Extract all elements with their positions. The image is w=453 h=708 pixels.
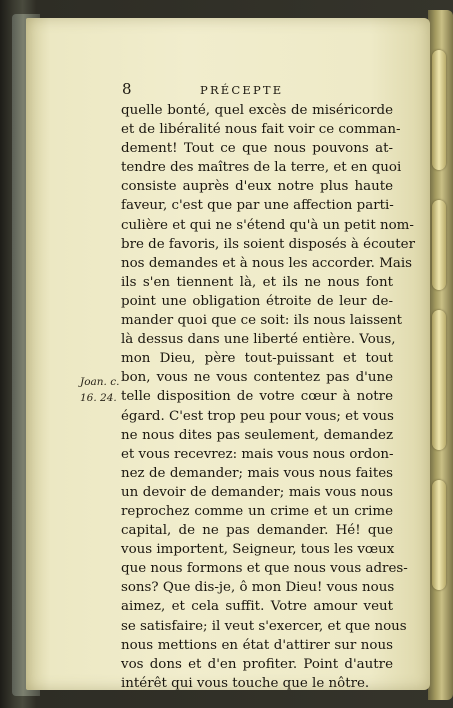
text-line: égard. C'est trop peu pour vous; et vous <box>121 408 394 424</box>
text-line: telle disposition de votre cœur à notre <box>121 389 393 405</box>
body-text <box>121 101 415 693</box>
page-number: 8 <box>122 80 132 98</box>
margin-note <box>80 374 119 406</box>
text-line: ne nous dites pas seulement, demandez <box>121 427 393 443</box>
running-title: PRÉCEPTE <box>200 83 284 97</box>
text-line: là dessus dans une liberté entière. Vous, <box>121 332 396 348</box>
margin-note-line: Joan. c. <box>80 376 120 388</box>
page-curl <box>432 480 446 590</box>
text-line: nous mettions en état d'attirer sur nous <box>121 637 393 653</box>
text-line: se satisfaire; il veut s'exercer, et que nous <box>121 618 407 634</box>
text-line: capital, de ne pas demander. Hé! que <box>121 523 393 539</box>
text-line: consiste auprès d'eux notre plus haute <box>121 179 393 195</box>
text-line: quelle bonté, quel excès de miséricorde <box>121 103 393 118</box>
text-line: nez de demander; mais vous nous faites <box>121 465 393 481</box>
text-line: culière et qui ne s'étend qu'à un petit nom- <box>121 217 414 233</box>
margin-note-line: 16. 24. <box>80 392 117 404</box>
text-line: un devoir de demander; mais vous nous <box>121 484 393 500</box>
text-line: intérêt qui vous touche que le nôtre. <box>121 675 370 691</box>
text-line: vous importent, Seigneur, tous les vœux <box>121 542 395 558</box>
text-line: sons? Que dis-je, ô mon Dieu! vous nous <box>121 580 395 596</box>
text-line: faveur, c'est que par une affection parti- <box>121 198 394 214</box>
page-stack-edge <box>428 10 453 700</box>
text-line: dement! Tout ce que nous pouvons at- <box>121 141 393 157</box>
text-line: aimez, et cela suffit. Votre amour veut <box>121 599 393 615</box>
text-line: reprochez comme un crime et un crime <box>121 503 393 519</box>
page-curl <box>432 200 446 290</box>
text-line: vos dons et d'en profiter. Point d'autre <box>121 656 393 672</box>
text-line: tendre des maîtres de la terre, et en quoi <box>121 160 402 176</box>
text-line: et de libéralité nous fait voir ce comman- <box>121 122 401 138</box>
text-line: mander quoi que ce soit: ils nous laissent <box>121 313 403 329</box>
text-line: mon Dieu, père tout-puissant et tout <box>121 351 393 367</box>
text-line: point une obligation étroite de leur de- <box>121 293 393 309</box>
text-line: bon, vous ne vous contentez pas d'une <box>121 370 393 386</box>
text-line: ils s'en tiennent là, et ils ne nous font <box>121 274 393 290</box>
page-curl <box>432 50 446 170</box>
page-curl <box>432 310 446 450</box>
text-line: que nous formons et que nous vous adres- <box>121 561 408 577</box>
text-line: et vous recevrez: mais vous nous ordon- <box>121 446 394 462</box>
text-line: bre de favoris, ils soient disposés à écouter <box>121 236 415 252</box>
text-line: nos demandes et à nous les accorder. Mais <box>121 255 413 271</box>
